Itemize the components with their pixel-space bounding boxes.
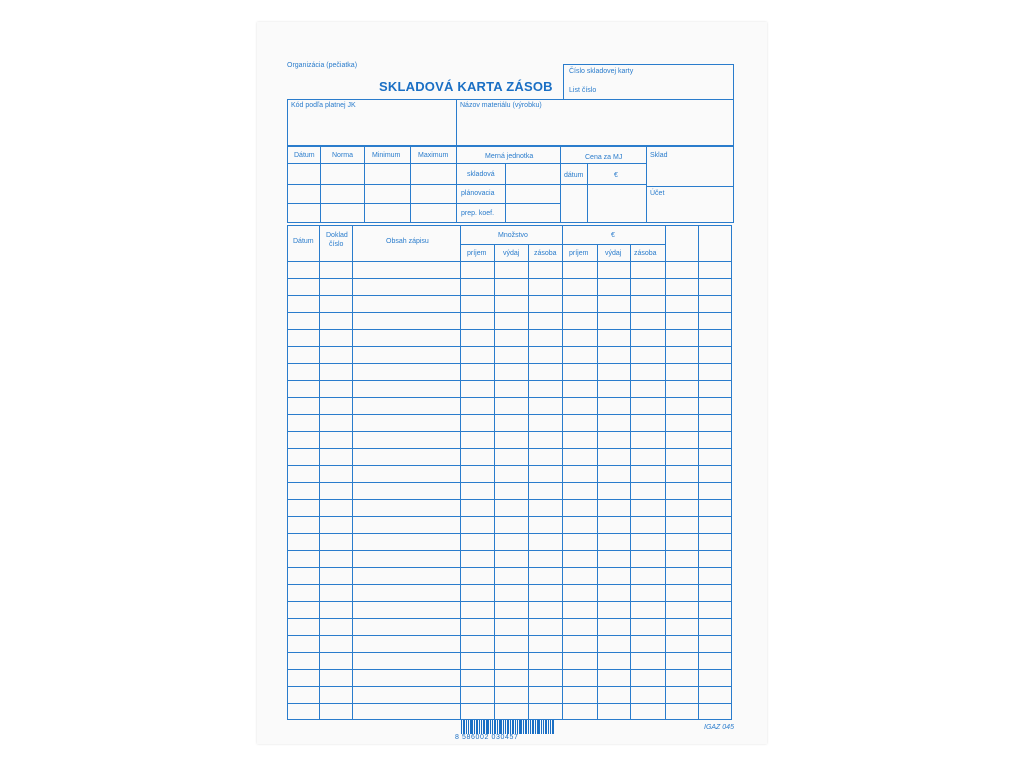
table-row[interactable] xyxy=(287,550,732,551)
norm-header: Norma xyxy=(332,152,354,159)
code-label: Kód podľa platnej JK xyxy=(291,102,356,109)
account-label: Účet xyxy=(650,190,665,197)
table-row[interactable] xyxy=(287,516,732,517)
eur-stock-header: zásoba xyxy=(634,250,657,257)
table-row[interactable] xyxy=(287,499,732,500)
table-row[interactable] xyxy=(287,448,732,449)
ledger-date-header: Dátum xyxy=(293,238,314,245)
table-row[interactable] xyxy=(287,346,732,347)
document-number-header: číslo xyxy=(329,241,344,248)
table-row[interactable] xyxy=(287,601,732,602)
price-date-label: dátum xyxy=(564,172,584,179)
euro-header: € xyxy=(611,232,615,239)
table-row[interactable] xyxy=(287,686,732,687)
table-row[interactable] xyxy=(287,669,732,670)
table-row[interactable] xyxy=(287,363,732,364)
table-row[interactable] xyxy=(287,584,732,585)
sheet-number-label: List číslo xyxy=(569,87,597,94)
table-row[interactable] xyxy=(287,482,732,483)
table-row[interactable] xyxy=(287,329,732,330)
barcode-number: 8 586002 030457 xyxy=(455,734,519,741)
quantity-header: Množstvo xyxy=(498,232,528,239)
qty-in-header: príjem xyxy=(467,250,487,257)
unit-planning-label: plánovacia xyxy=(461,190,495,197)
form-title: SKLADOVÁ KARTA ZÁSOB xyxy=(379,79,553,94)
eur-in-header: príjem xyxy=(569,250,589,257)
unit-coef-label: prep. koef. xyxy=(461,210,495,217)
form-sheet xyxy=(257,22,767,744)
table-row[interactable] xyxy=(287,567,732,568)
table-row[interactable] xyxy=(287,295,732,296)
table-row[interactable] xyxy=(287,414,732,415)
warehouse-label: Sklad xyxy=(650,152,668,159)
minimum-header: Minimum xyxy=(372,152,401,159)
table-row[interactable] xyxy=(287,618,732,619)
eur-out-header: výdaj xyxy=(605,250,622,257)
table-row[interactable] xyxy=(287,261,732,262)
price-header: Cena za MJ xyxy=(585,154,623,161)
maximum-header: Maximum xyxy=(418,152,449,159)
table-row[interactable] xyxy=(287,278,732,279)
price-currency-label: € xyxy=(614,172,618,179)
qty-out-header: výdaj xyxy=(503,250,520,257)
qty-stock-header: zásoba xyxy=(534,250,557,257)
unit-storage-label: skladová xyxy=(467,171,495,178)
limits-date-header: Dátum xyxy=(294,152,315,159)
table-row[interactable] xyxy=(287,465,732,466)
table-row[interactable] xyxy=(287,312,732,313)
material-name-label: Názov materiálu (výrobku) xyxy=(460,102,542,109)
form-code: IGAZ 045 xyxy=(704,724,734,731)
table-row[interactable] xyxy=(287,635,732,636)
barcode xyxy=(461,720,555,734)
table-row[interactable] xyxy=(287,431,732,432)
table-row[interactable] xyxy=(287,703,732,704)
table-row[interactable] xyxy=(287,652,732,653)
unit-header: Merná jednotka xyxy=(485,153,534,160)
table-row[interactable] xyxy=(287,533,732,534)
table-row[interactable] xyxy=(287,380,732,381)
card-number-label: Číslo skladovej karty xyxy=(569,68,634,75)
document-header: Doklad xyxy=(326,232,348,239)
table-row[interactable] xyxy=(287,397,732,398)
organization-label: Organizácia (pečiatka) xyxy=(287,62,358,69)
entry-content-header: Obsah zápisu xyxy=(386,238,429,245)
